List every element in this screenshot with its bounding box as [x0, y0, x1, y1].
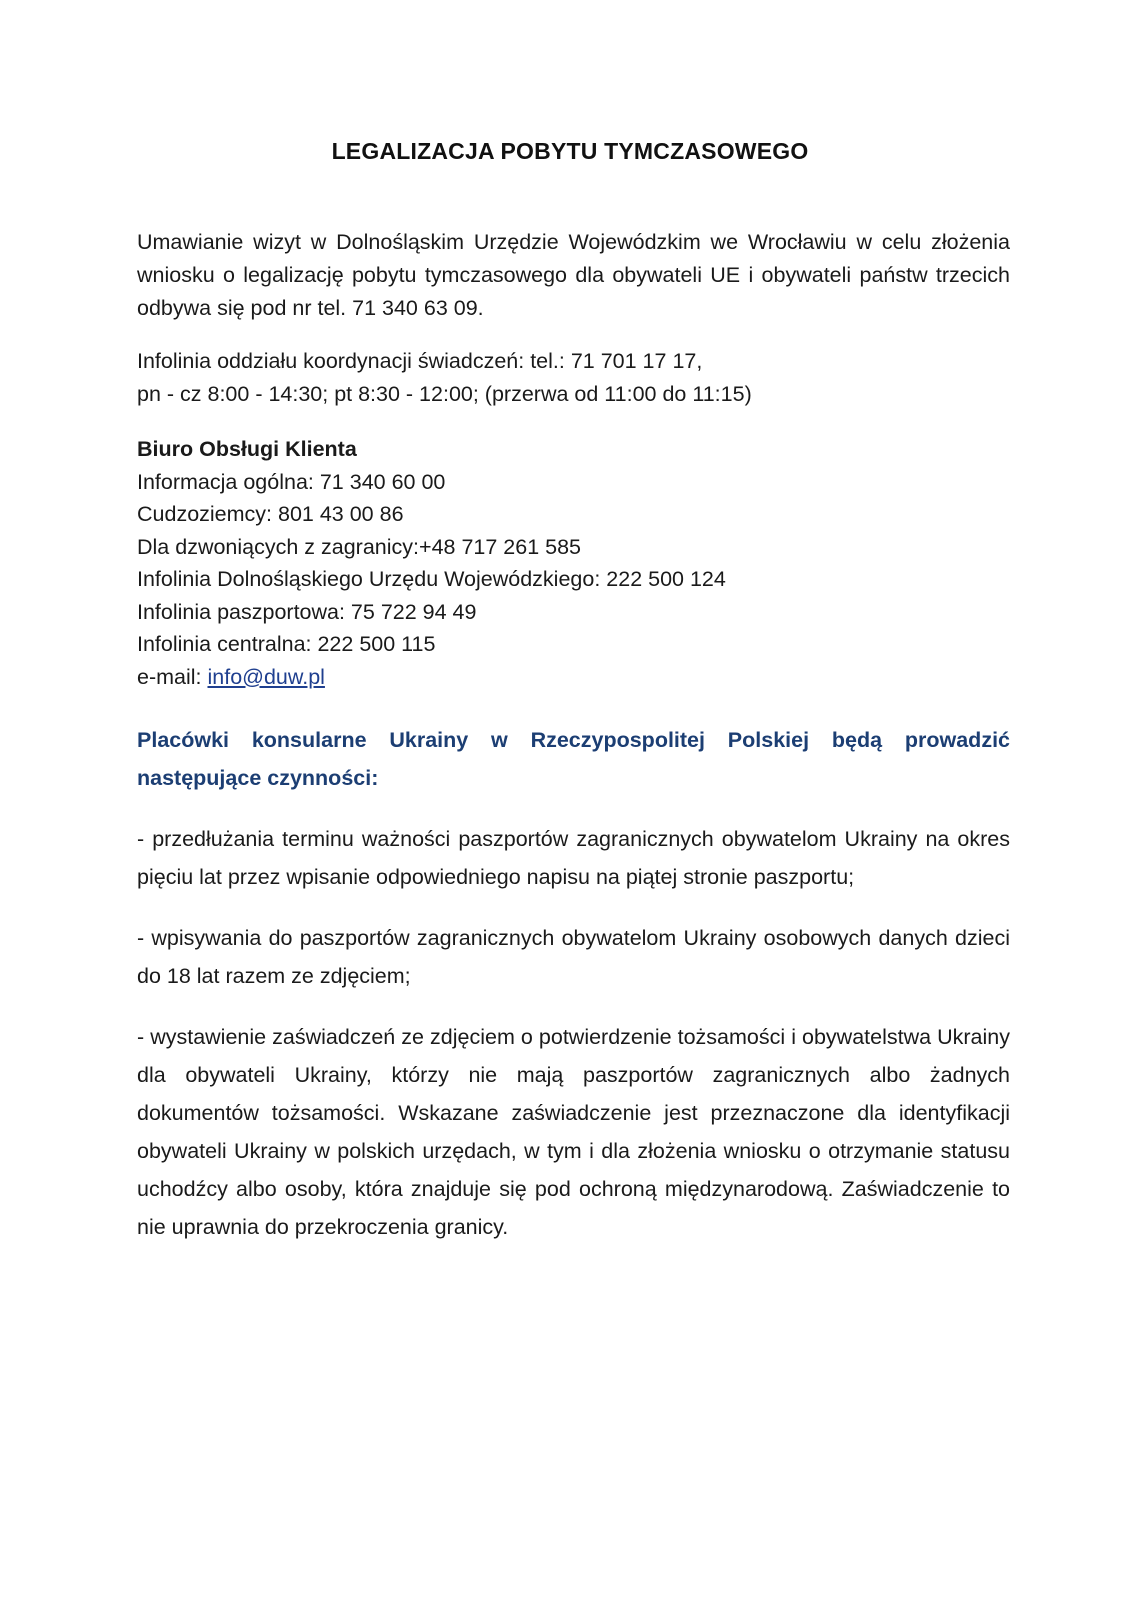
- contact-line-email: [137, 661, 1010, 694]
- customer-service-block: [137, 433, 1010, 693]
- page-title: LEGALIZACJA POBYTU TYMCZASOWEGO: [331, 138, 809, 164]
- infoline-line-2: pn - cz 8:00 - 14:30; pt 8:30 - 12:00; (przerwa od 11:00 do 11:15): [137, 382, 752, 406]
- email-label: e-mail:: [137, 664, 208, 689]
- customer-service-heading: Biuro Obsługi Klienta: [137, 437, 357, 461]
- document-body: [137, 226, 1010, 1246]
- contact-line-foreigners: Cudzoziemcy: 801 43 00 86: [137, 502, 404, 526]
- contact-line-general: Informacja ogólna: 71 340 60 00: [137, 469, 446, 494]
- bullet-passport-extension: - przedłużania terminu ważności paszportów zagranicznych obywatelom Ukrainy na okres pięciu lat przez wpisanie odpowiedniego napisu na piątej stronie paszportu;: [137, 827, 1010, 889]
- contact-line-abroad: Dla dzwoniących z zagranicy:+48 717 261 585: [137, 534, 582, 559]
- bullet-children-data: - wpisywania do paszportów zagranicznych obywatelom Ukrainy osobowych danych dzieci do 18 lat razem ze zdjęciem;: [137, 926, 1010, 988]
- contact-line-duw-infoline: Infolinia Dolnośląskiego Urzędu Wojewódzkiego: 222 500 124: [137, 567, 726, 591]
- consular-heading: Placówki konsularne Ukrainy w Rzeczypospolitej Polskiej będą prowadzić następujące czynności:: [137, 728, 1010, 790]
- email-link[interactable]: info@duw.pl: [207, 664, 325, 689]
- infoline-line-1: Infolinia oddziału koordynacji świadczeń: tel.: 71 701 17 17,: [137, 349, 703, 373]
- infoline-paragraph: [137, 345, 1010, 411]
- bullet-identity-certificate: - wystawienie zaświadczeń ze zdjęciem o potwierdzenie tożsamości i obywatelstwa Ukrainy dla obywateli Ukrainy, którzy nie mają paszportów zagranicznych albo żadnych dokumentów tożsamości. Wskazane zaświadczenie jest przeznaczone dla identyfikacji obywateli Ukrainy w polskich urzędach, w tym i dla złożenia wniosku o otrzymanie statusu uchodźcy albo osoby, która znajduje się pod ochroną międzynarodową. Zaświadczenie to nie uprawnia do przekroczenia granicy.: [137, 1025, 1010, 1239]
- intro-paragraph: Umawianie wizyt w Dolnośląskim Urzędzie Wojewódzkim we Wrocławiu w celu złożenia wniosku o legalizację pobytu tymczasowego dla obywateli UE i obywateli państw trzecich odbywa się pod nr tel. 71 340 63 09.: [137, 230, 1010, 320]
- contact-line-central-infoline: Infolinia centralna: 222 500 115: [137, 632, 436, 656]
- contact-line-passport-infoline: Infolinia paszportowa: 75 722 94 49: [137, 599, 477, 624]
